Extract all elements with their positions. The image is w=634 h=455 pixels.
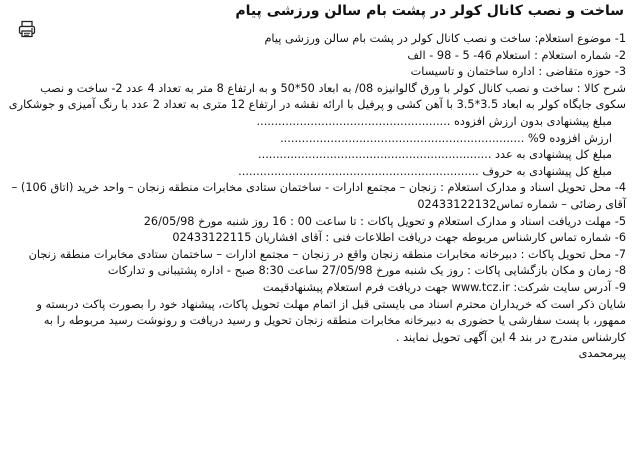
- price-without-vat: مبلغ پیشنهادی بدون ارزش افزوده ......................................................: [256, 114, 612, 128]
- total-price-words: مبلغ کل پیشنهادی به حروف ...................................................................: [238, 164, 612, 178]
- vat-line: ارزش افزوده 9% ....................................................................: [280, 131, 612, 145]
- item-website: 9- آدرس سایت شرکت: www.tcz.ir جهت دریافت فرم استعلام پیشنهادقیمت: [262, 280, 626, 294]
- item-description: شرح کالا : ساخت و نصب کانال کولر با ورق گالوانیزه 08/ به ابعاد 50*50 و به ارتفاع 8 متر به تعداد 4 عدد 2- ساخت و نصب سکوی جایگاه کولر به ابعاد 3.5*3.5 با آهن کشی و پرفیل با ارائه نقشه در ارتفاع 12 متری به تعداد 2 عدد با رنگ آمیزی و جوشکاری: [8, 81, 626, 112]
- item-applicant: 3- حوزه متقاضی : اداره ساختمان و تاسیسات: [410, 65, 626, 79]
- signature: پیرمحمدی: [578, 347, 626, 361]
- notice-footnote: شایان ذکر است که خریداران محترم اسناد می بایستی قبل از اتمام مهلت تحویل پاکات، پیشنهاد خود را بصورت پاکت دربسته و ممهور، با پست سفارشی یا حضوری به دبیرخانه مخابرات منطقه زنجان تحویل و رسید دریافت و رونوشت رسید مربوطه را به کارشناس مندرج در بند 4 این آگهی تحویل نمایند .: [36, 297, 626, 344]
- item-opening-time: 8- زمان و مکان بازگشایی پاکات : روز یک شنبه مورخ 27/05/98 ساعت 8:30 صبح - اداره پشتیبانی و تدارکات: [107, 264, 626, 278]
- item-subject: 1- موضوع استعلام: ساخت و نصب کانال کولر در پشت بام سالن ورزشی پیام: [264, 32, 626, 45]
- item-technical-contact: 6- شماره تماس کارشناس مربوطه جهت دریافت اطلاعات فنی : آقای افشاریان 02433122115: [172, 231, 626, 245]
- page-title: ساخت و نصب کانال کولر در پشت بام سالن ورزشی پیام: [235, 3, 624, 19]
- printer-icon[interactable]: [18, 20, 36, 38]
- total-price-number: مبلغ کل پیشنهادی به عدد .................................................................: [258, 148, 612, 162]
- tender-notice: [6, 0, 628, 455]
- item-inquiry-number: 2- شماره استعلام : استعلام 46- 5 - 98 - الف: [407, 48, 626, 62]
- item-document-delivery: 4- محل تحویل اسناد و مدارک استعلام : زنجان – مجتمع ادارات - ساختمان ستادی مخابرات منطقه زنجان – واحد خرید (اتاق 106) – آقای رضائی – شماره تماس02433122132: [11, 181, 626, 211]
- item-deadline: 5- مهلت دریافت اسناد و مدارک استعلام و تحویل پاکات : تا ساعت 00 : 16 روز شنبه مورخ 26/05/98: [143, 214, 626, 228]
- notice-body: [6, 31, 628, 363]
- item-envelope-delivery: 7- محل تحویل پاکات : دبیرخانه مخابرات منطقه زنجان واقع در زنجان – مجتمع ادارات – ساختمان ستادی مخابرات منطقه زنجان: [28, 247, 626, 261]
